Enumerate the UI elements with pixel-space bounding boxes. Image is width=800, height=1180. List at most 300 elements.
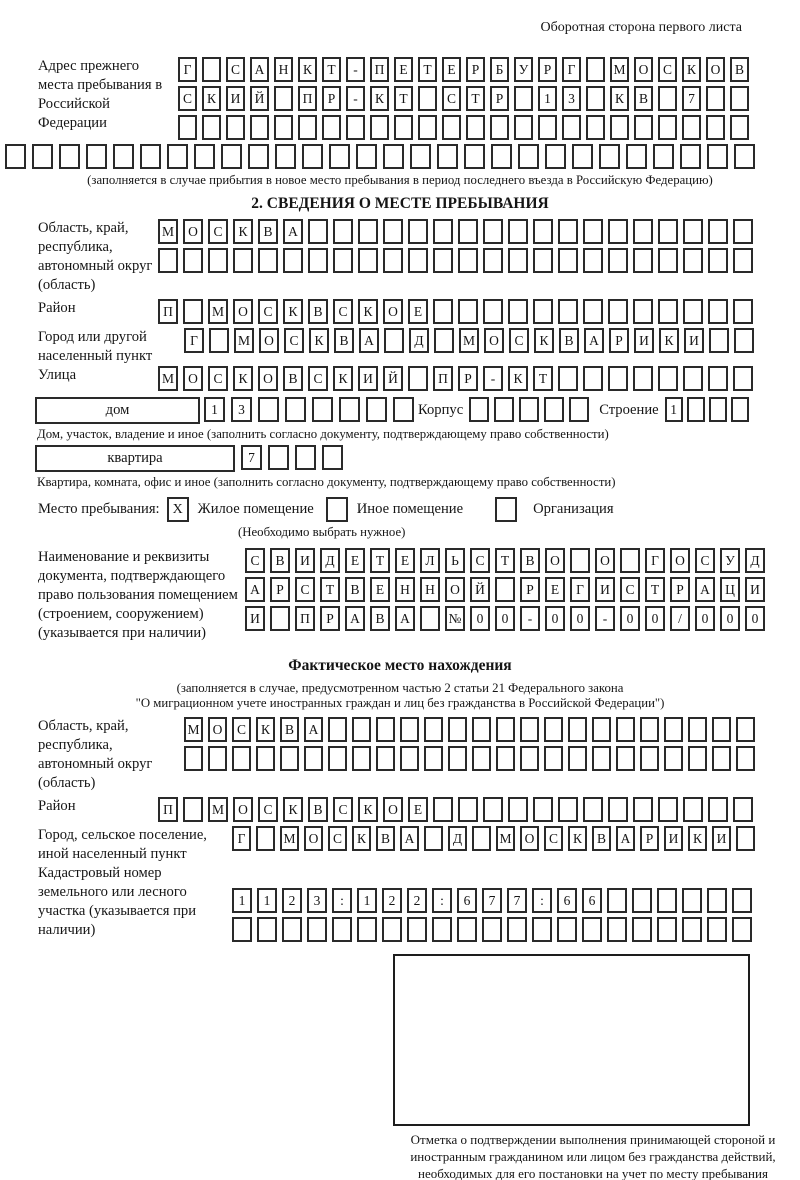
char-box[interactable] xyxy=(633,299,653,324)
char-box[interactable] xyxy=(329,144,350,169)
char-box[interactable]: В xyxy=(258,219,278,244)
char-box[interactable] xyxy=(730,115,749,140)
char-box[interactable]: О xyxy=(595,548,615,573)
char-box[interactable]: С xyxy=(295,577,315,602)
char-box[interactable] xyxy=(322,115,341,140)
char-box[interactable] xyxy=(736,717,755,742)
char-box[interactable] xyxy=(707,144,728,169)
char-box[interactable]: А xyxy=(395,606,415,631)
char-box[interactable]: В xyxy=(334,328,354,353)
char-box[interactable] xyxy=(733,797,753,822)
char-box[interactable]: К xyxy=(358,797,378,822)
char-box[interactable]: Р xyxy=(466,57,485,82)
char-box[interactable]: В xyxy=(592,826,611,851)
char-box[interactable]: О xyxy=(259,328,279,353)
char-box[interactable]: А xyxy=(695,577,715,602)
char-box[interactable] xyxy=(268,445,289,470)
char-box[interactable]: С xyxy=(695,548,715,573)
char-box[interactable] xyxy=(583,366,603,391)
char-box[interactable] xyxy=(582,917,602,942)
char-box[interactable] xyxy=(532,917,552,942)
char-box[interactable]: С xyxy=(333,797,353,822)
char-box[interactable]: Т xyxy=(418,57,437,82)
char-box[interactable] xyxy=(433,797,453,822)
char-box[interactable] xyxy=(572,144,593,169)
char-box[interactable] xyxy=(383,248,403,273)
char-box[interactable] xyxy=(433,219,453,244)
char-box[interactable] xyxy=(352,746,371,771)
char-box[interactable]: О xyxy=(258,366,278,391)
char-box[interactable] xyxy=(307,917,327,942)
char-box[interactable] xyxy=(312,397,333,422)
char-box[interactable]: К xyxy=(688,826,707,851)
char-box[interactable]: И xyxy=(712,826,731,851)
char-box[interactable] xyxy=(483,299,503,324)
char-box[interactable] xyxy=(258,248,278,273)
char-box[interactable] xyxy=(557,917,577,942)
char-box[interactable] xyxy=(712,717,731,742)
char-box[interactable]: К xyxy=(233,219,253,244)
char-box[interactable] xyxy=(658,797,678,822)
char-box[interactable]: И xyxy=(595,577,615,602)
char-box[interactable] xyxy=(448,717,467,742)
char-box[interactable] xyxy=(400,717,419,742)
char-box[interactable] xyxy=(158,248,178,273)
char-box[interactable] xyxy=(376,717,395,742)
char-box[interactable]: В xyxy=(520,548,540,573)
char-box[interactable] xyxy=(408,366,428,391)
char-box[interactable]: Г xyxy=(645,548,665,573)
char-box[interactable] xyxy=(633,366,653,391)
char-box[interactable] xyxy=(407,917,427,942)
char-box[interactable] xyxy=(544,717,563,742)
char-box[interactable] xyxy=(562,115,581,140)
char-box[interactable] xyxy=(533,299,553,324)
char-box[interactable]: Е xyxy=(545,577,565,602)
char-box[interactable] xyxy=(682,917,702,942)
char-box[interactable]: М xyxy=(496,826,515,851)
char-box[interactable]: 7 xyxy=(241,445,262,470)
char-box[interactable]: 2 xyxy=(407,888,427,913)
char-box[interactable] xyxy=(558,248,578,273)
char-box[interactable]: Й xyxy=(250,86,269,111)
char-box[interactable]: С xyxy=(509,328,529,353)
char-box[interactable]: / xyxy=(670,606,690,631)
char-box[interactable] xyxy=(140,144,161,169)
char-box[interactable]: О xyxy=(445,577,465,602)
char-box[interactable] xyxy=(632,917,652,942)
char-box[interactable] xyxy=(508,248,528,273)
char-box[interactable] xyxy=(633,248,653,273)
char-box[interactable]: А xyxy=(400,826,419,851)
char-box[interactable]: О xyxy=(484,328,504,353)
char-box[interactable]: О xyxy=(520,826,539,851)
char-box[interactable]: Е xyxy=(395,548,415,573)
char-box[interactable]: И xyxy=(745,577,765,602)
char-box[interactable]: В xyxy=(634,86,653,111)
char-box[interactable] xyxy=(607,888,627,913)
char-box[interactable] xyxy=(683,248,703,273)
char-box[interactable]: 3 xyxy=(231,397,252,422)
char-box[interactable]: К xyxy=(256,717,275,742)
char-box[interactable] xyxy=(226,115,245,140)
char-box[interactable] xyxy=(113,144,134,169)
char-box[interactable] xyxy=(706,86,725,111)
char-box[interactable] xyxy=(483,219,503,244)
char-box[interactable] xyxy=(208,248,228,273)
char-box[interactable]: Е xyxy=(408,797,428,822)
char-box[interactable] xyxy=(304,746,323,771)
char-box[interactable] xyxy=(733,219,753,244)
char-box[interactable]: Г xyxy=(232,826,251,851)
char-box[interactable] xyxy=(544,397,564,422)
char-box[interactable] xyxy=(570,548,590,573)
char-box[interactable] xyxy=(458,219,478,244)
char-box[interactable] xyxy=(322,445,343,470)
char-box[interactable] xyxy=(634,115,653,140)
char-box[interactable]: К xyxy=(358,299,378,324)
char-box[interactable]: А xyxy=(345,606,365,631)
char-box[interactable] xyxy=(472,826,491,851)
char-box[interactable] xyxy=(633,219,653,244)
char-box[interactable]: С xyxy=(333,299,353,324)
char-box[interactable] xyxy=(568,717,587,742)
char-box[interactable]: А xyxy=(250,57,269,82)
char-box[interactable] xyxy=(586,115,605,140)
char-box[interactable] xyxy=(558,366,578,391)
char-box[interactable] xyxy=(448,746,467,771)
char-box[interactable]: М xyxy=(208,299,228,324)
char-box[interactable]: Р xyxy=(458,366,478,391)
char-box[interactable] xyxy=(494,397,514,422)
char-box[interactable]: С xyxy=(232,717,251,742)
char-box[interactable]: Н xyxy=(395,577,415,602)
char-box[interactable] xyxy=(626,144,647,169)
char-box[interactable]: Е xyxy=(370,577,390,602)
char-box[interactable]: 2 xyxy=(382,888,402,913)
char-box[interactable] xyxy=(610,115,629,140)
char-box[interactable] xyxy=(688,746,707,771)
char-box[interactable]: С xyxy=(178,86,197,111)
char-box[interactable]: С xyxy=(245,548,265,573)
char-box[interactable] xyxy=(736,746,755,771)
char-box[interactable] xyxy=(736,826,755,851)
char-box[interactable] xyxy=(202,57,221,82)
char-box[interactable] xyxy=(420,606,440,631)
char-box[interactable] xyxy=(708,299,728,324)
char-box[interactable] xyxy=(383,219,403,244)
char-box[interactable] xyxy=(432,917,452,942)
char-box[interactable]: А xyxy=(245,577,265,602)
char-box[interactable] xyxy=(733,248,753,273)
char-box[interactable] xyxy=(328,746,347,771)
char-box[interactable]: 7 xyxy=(482,888,502,913)
char-box[interactable] xyxy=(586,57,605,82)
char-box[interactable]: В xyxy=(283,366,303,391)
char-box[interactable]: Р xyxy=(538,57,557,82)
char-box[interactable]: П xyxy=(298,86,317,111)
char-box[interactable]: О xyxy=(208,717,227,742)
char-box[interactable]: 0 xyxy=(620,606,640,631)
char-box[interactable] xyxy=(333,219,353,244)
char-box[interactable] xyxy=(707,888,727,913)
char-box[interactable] xyxy=(466,115,485,140)
char-box[interactable]: О xyxy=(706,57,725,82)
char-box[interactable]: С xyxy=(442,86,461,111)
char-box[interactable]: К xyxy=(283,797,303,822)
char-box[interactable] xyxy=(472,717,491,742)
char-box[interactable] xyxy=(682,888,702,913)
char-box[interactable] xyxy=(568,746,587,771)
apartment-type-box[interactable]: квартира xyxy=(35,445,235,472)
char-box[interactable] xyxy=(683,219,703,244)
char-box[interactable]: Д xyxy=(745,548,765,573)
char-box[interactable]: - xyxy=(346,86,365,111)
char-box[interactable]: И xyxy=(684,328,704,353)
char-box[interactable] xyxy=(393,397,414,422)
char-box[interactable] xyxy=(586,86,605,111)
char-box[interactable] xyxy=(709,328,729,353)
char-box[interactable] xyxy=(491,144,512,169)
char-box[interactable]: П xyxy=(158,299,178,324)
char-box[interactable] xyxy=(442,115,461,140)
char-box[interactable] xyxy=(633,797,653,822)
char-box[interactable] xyxy=(167,144,188,169)
char-box[interactable]: 1 xyxy=(665,397,683,422)
char-box[interactable] xyxy=(687,397,705,422)
char-box[interactable] xyxy=(408,248,428,273)
char-box[interactable]: 1 xyxy=(538,86,557,111)
char-box[interactable] xyxy=(86,144,107,169)
char-box[interactable]: И xyxy=(664,826,683,851)
char-box[interactable]: К xyxy=(508,366,528,391)
char-box[interactable] xyxy=(653,144,674,169)
char-box[interactable] xyxy=(394,115,413,140)
char-box[interactable] xyxy=(708,366,728,391)
char-box[interactable] xyxy=(732,917,752,942)
char-box[interactable] xyxy=(339,397,360,422)
char-box[interactable] xyxy=(607,917,627,942)
char-box[interactable]: Н xyxy=(274,57,293,82)
char-box[interactable]: Р xyxy=(320,606,340,631)
char-box[interactable] xyxy=(658,115,677,140)
char-box[interactable]: № xyxy=(445,606,465,631)
char-box[interactable] xyxy=(599,144,620,169)
char-box[interactable]: А xyxy=(304,717,323,742)
char-box[interactable] xyxy=(683,299,703,324)
char-box[interactable] xyxy=(632,888,652,913)
char-box[interactable] xyxy=(202,115,221,140)
char-box[interactable]: Р xyxy=(322,86,341,111)
char-box[interactable] xyxy=(616,746,635,771)
char-box[interactable]: Г xyxy=(184,328,204,353)
char-box[interactable]: Р xyxy=(609,328,629,353)
char-box[interactable] xyxy=(507,917,527,942)
char-box[interactable] xyxy=(664,717,683,742)
char-box[interactable]: Е xyxy=(345,548,365,573)
char-box[interactable] xyxy=(708,219,728,244)
char-box[interactable] xyxy=(280,746,299,771)
checkbox-dwelling[interactable]: X xyxy=(167,497,189,522)
char-box[interactable] xyxy=(620,548,640,573)
char-box[interactable] xyxy=(608,248,628,273)
char-box[interactable] xyxy=(183,797,203,822)
char-box[interactable] xyxy=(209,328,229,353)
char-box[interactable] xyxy=(518,144,539,169)
char-box[interactable] xyxy=(383,144,404,169)
char-box[interactable] xyxy=(384,328,404,353)
char-box[interactable]: М xyxy=(158,366,178,391)
char-box[interactable]: 7 xyxy=(682,86,701,111)
char-box[interactable] xyxy=(400,746,419,771)
char-box[interactable] xyxy=(282,917,302,942)
char-box[interactable]: И xyxy=(295,548,315,573)
char-box[interactable] xyxy=(283,248,303,273)
char-box[interactable] xyxy=(657,917,677,942)
char-box[interactable] xyxy=(483,248,503,273)
char-box[interactable]: С xyxy=(258,299,278,324)
char-box[interactable] xyxy=(544,746,563,771)
char-box[interactable] xyxy=(706,115,725,140)
char-box[interactable]: О xyxy=(183,219,203,244)
char-box[interactable] xyxy=(408,219,428,244)
char-box[interactable] xyxy=(640,746,659,771)
char-box[interactable] xyxy=(183,299,203,324)
char-box[interactable]: С xyxy=(258,797,278,822)
char-box[interactable]: - xyxy=(595,606,615,631)
char-box[interactable]: А xyxy=(616,826,635,851)
char-box[interactable]: 1 xyxy=(357,888,377,913)
char-box[interactable] xyxy=(533,248,553,273)
char-box[interactable]: Н xyxy=(420,577,440,602)
char-box[interactable] xyxy=(32,144,53,169)
char-box[interactable] xyxy=(458,248,478,273)
char-box[interactable] xyxy=(640,717,659,742)
char-box[interactable]: Г xyxy=(178,57,197,82)
char-box[interactable]: У xyxy=(514,57,533,82)
char-box[interactable] xyxy=(608,219,628,244)
char-box[interactable] xyxy=(233,248,253,273)
checkbox-other-premises[interactable] xyxy=(326,497,348,522)
char-box[interactable]: В xyxy=(280,717,299,742)
char-box[interactable] xyxy=(508,797,528,822)
char-box[interactable] xyxy=(275,144,296,169)
char-box[interactable] xyxy=(683,366,703,391)
char-box[interactable]: 0 xyxy=(645,606,665,631)
char-box[interactable]: 0 xyxy=(745,606,765,631)
char-box[interactable]: А xyxy=(283,219,303,244)
char-box[interactable] xyxy=(519,397,539,422)
char-box[interactable] xyxy=(256,746,275,771)
char-box[interactable]: У xyxy=(720,548,740,573)
char-box[interactable]: И xyxy=(245,606,265,631)
char-box[interactable] xyxy=(308,219,328,244)
char-box[interactable] xyxy=(183,248,203,273)
char-box[interactable] xyxy=(256,826,275,851)
char-box[interactable]: К xyxy=(568,826,587,851)
char-box[interactable]: И xyxy=(634,328,654,353)
char-box[interactable] xyxy=(558,219,578,244)
char-box[interactable] xyxy=(433,299,453,324)
char-box[interactable] xyxy=(734,144,755,169)
char-box[interactable] xyxy=(258,397,279,422)
char-box[interactable] xyxy=(538,115,557,140)
char-box[interactable]: Р xyxy=(490,86,509,111)
char-box[interactable]: О xyxy=(383,299,403,324)
char-box[interactable] xyxy=(508,299,528,324)
char-box[interactable]: О xyxy=(383,797,403,822)
char-box[interactable]: 1 xyxy=(204,397,225,422)
char-box[interactable] xyxy=(285,397,306,422)
char-box[interactable] xyxy=(184,746,203,771)
char-box[interactable]: 0 xyxy=(720,606,740,631)
char-box[interactable]: : xyxy=(532,888,552,913)
char-box[interactable] xyxy=(270,606,290,631)
char-box[interactable] xyxy=(295,445,316,470)
char-box[interactable] xyxy=(333,248,353,273)
char-box[interactable] xyxy=(410,144,431,169)
char-box[interactable] xyxy=(434,328,454,353)
char-box[interactable]: Е xyxy=(408,299,428,324)
char-box[interactable] xyxy=(731,397,749,422)
char-box[interactable]: О xyxy=(233,299,253,324)
char-box[interactable] xyxy=(558,797,578,822)
char-box[interactable]: Й xyxy=(470,577,490,602)
char-box[interactable] xyxy=(583,248,603,273)
char-box[interactable] xyxy=(658,248,678,273)
char-box[interactable]: П xyxy=(433,366,453,391)
char-box[interactable]: 6 xyxy=(557,888,577,913)
char-box[interactable] xyxy=(358,248,378,273)
char-box[interactable] xyxy=(424,717,443,742)
char-box[interactable]: Д xyxy=(448,826,467,851)
char-box[interactable]: Й xyxy=(383,366,403,391)
char-box[interactable] xyxy=(616,717,635,742)
char-box[interactable] xyxy=(418,86,437,111)
char-box[interactable] xyxy=(608,366,628,391)
char-box[interactable]: В xyxy=(559,328,579,353)
char-box[interactable]: Т xyxy=(645,577,665,602)
char-box[interactable] xyxy=(370,115,389,140)
char-box[interactable] xyxy=(483,797,503,822)
char-box[interactable]: - xyxy=(483,366,503,391)
char-box[interactable]: С xyxy=(470,548,490,573)
char-box[interactable] xyxy=(424,826,443,851)
char-box[interactable]: О xyxy=(233,797,253,822)
char-box[interactable] xyxy=(730,86,749,111)
char-box[interactable]: К xyxy=(534,328,554,353)
char-box[interactable] xyxy=(356,144,377,169)
char-box[interactable] xyxy=(346,115,365,140)
char-box[interactable]: П xyxy=(295,606,315,631)
char-box[interactable]: : xyxy=(432,888,452,913)
char-box[interactable] xyxy=(592,717,611,742)
char-box[interactable] xyxy=(458,299,478,324)
char-box[interactable] xyxy=(328,717,347,742)
char-box[interactable] xyxy=(592,746,611,771)
char-box[interactable]: О xyxy=(304,826,323,851)
char-box[interactable]: К xyxy=(283,299,303,324)
char-box[interactable]: В xyxy=(370,606,390,631)
char-box[interactable] xyxy=(482,917,502,942)
char-box[interactable] xyxy=(712,746,731,771)
char-box[interactable]: К xyxy=(352,826,371,851)
char-box[interactable]: Р xyxy=(670,577,690,602)
char-box[interactable]: 1 xyxy=(232,888,252,913)
char-box[interactable]: С xyxy=(544,826,563,851)
char-box[interactable]: М xyxy=(280,826,299,851)
char-box[interactable] xyxy=(569,397,589,422)
